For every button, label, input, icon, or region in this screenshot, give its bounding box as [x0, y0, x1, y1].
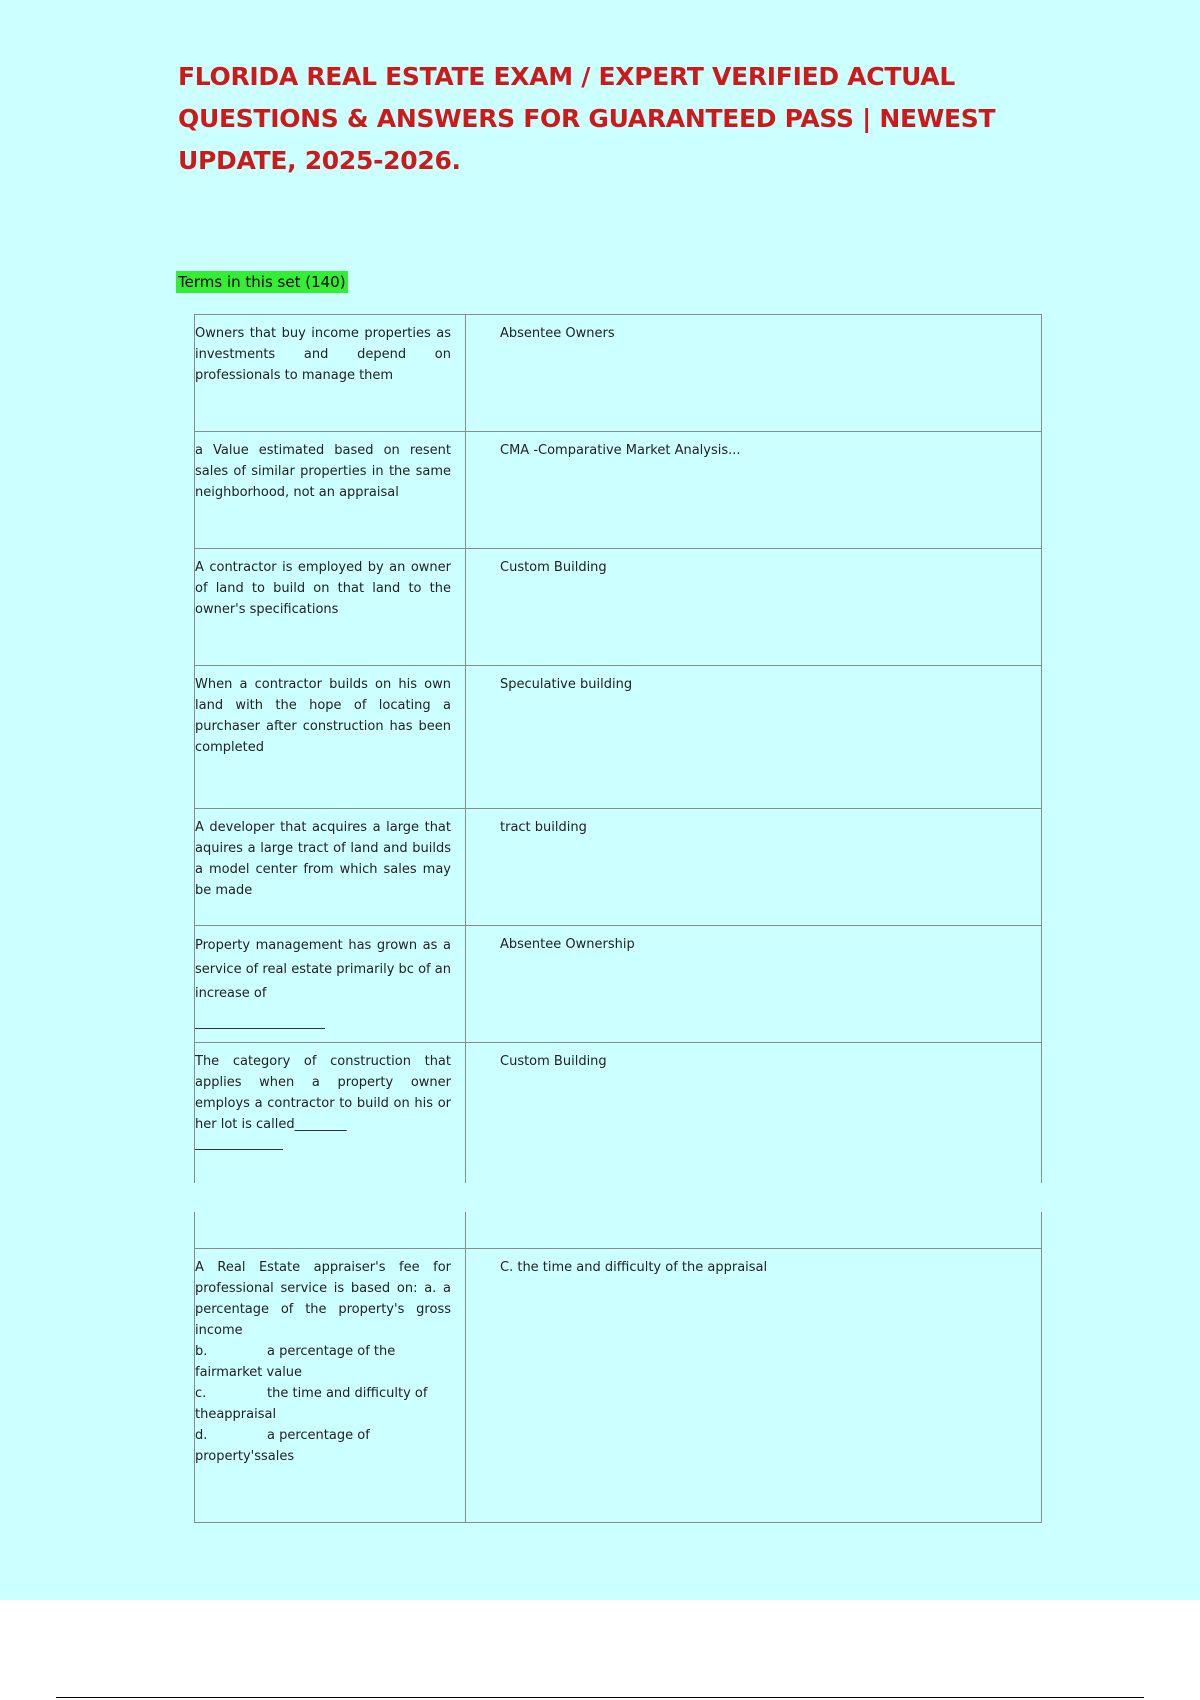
- question-cell: [195, 1248, 466, 1522]
- answer-text: Absentee Owners: [500, 326, 615, 341]
- empty-cell: [466, 1212, 1042, 1248]
- table-row: [195, 926, 1042, 1043]
- question-text: The category of construction that applies when a property owner employs a contractor to build on his or her lot is called________: [195, 1054, 451, 1132]
- table-row: [195, 1043, 1042, 1183]
- empty-cell: [195, 1212, 466, 1248]
- table-row: [195, 549, 1042, 666]
- flashcard-table: [194, 314, 1042, 1183]
- answer-text: Absentee Ownership: [500, 937, 635, 952]
- question-text: A contractor is employed by an owner of land to build on that land to the owner's specifications: [195, 560, 451, 617]
- question-text: Owners that buy income properties as investments and depend on professionals to manage them: [195, 326, 451, 383]
- answer-text: tract building: [500, 820, 587, 835]
- answer-blank-line: [195, 1006, 325, 1029]
- question-text: A Real Estate appraiser's fee for professional service is based on: a. a percentage of the property's gross income: [195, 1259, 451, 1338]
- question-cell: [195, 666, 466, 809]
- question-cell: [195, 432, 466, 549]
- answer-cell: [466, 926, 1042, 1043]
- option-b-continued: fairmarket value: [195, 1364, 303, 1380]
- table-row: [195, 1212, 1042, 1248]
- answer-blank-line: [195, 1135, 283, 1150]
- answer-cell: [466, 1043, 1042, 1183]
- question-text: a Value estimated based on resent sales of similar properties in the same neighborhood, not an appraisal: [195, 443, 451, 500]
- option-d-continued: property'ssales: [195, 1448, 295, 1464]
- question-cell: [195, 926, 466, 1043]
- option-d: d. a percentage of: [195, 1427, 370, 1443]
- answer-cell: [466, 1248, 1042, 1522]
- option-c-continued: theappraisal: [195, 1406, 277, 1422]
- answer-cell: [466, 809, 1042, 926]
- answer-text: CMA -Comparative Market Analysis...: [500, 443, 741, 458]
- question-text: When a contractor builds on his own land with the hope of locating a purchaser after construction has been completed: [195, 677, 451, 755]
- question-text: A developer that acquires a large that aquires a large tract of land and builds a model center from which sales may be made: [195, 820, 451, 898]
- table-row: [195, 666, 1042, 809]
- answer-text: Custom Building: [500, 560, 607, 575]
- option-c: c. the time and difficulty of: [195, 1385, 428, 1401]
- table-row: [195, 809, 1042, 926]
- question-text: Property management has grown as a service of real estate primarily bc of an increase of: [195, 938, 451, 1001]
- option-b: b. a percentage of the: [195, 1343, 396, 1359]
- question-cell: [195, 809, 466, 926]
- terms-count-label: Terms in this set (140): [178, 273, 346, 291]
- flashcard-table-continued: [194, 1212, 1042, 1523]
- question-cell: [195, 315, 466, 432]
- question-cell: [195, 549, 466, 666]
- footer-rule: [56, 1697, 1144, 1698]
- document-title: FLORIDA REAL ESTATE EXAM / EXPERT VERIFIED ACTUAL QUESTIONS & ANSWERS FOR GUARANTEED PASS | NEWEST UPDATE, 2025-2026.: [178, 62, 996, 175]
- answer-cell: [466, 666, 1042, 809]
- table-row: [195, 315, 1042, 432]
- table-row: [195, 432, 1042, 549]
- answer-text: C. the time and difficulty of the appraisal: [500, 1259, 768, 1275]
- answer-cell: [466, 315, 1042, 432]
- answer-text: Custom Building: [500, 1054, 607, 1069]
- table-row: [195, 1248, 1042, 1522]
- answer-text: Speculative building: [500, 677, 633, 692]
- answer-cell: [466, 549, 1042, 666]
- answer-cell: [466, 432, 1042, 549]
- question-cell: [195, 1043, 466, 1183]
